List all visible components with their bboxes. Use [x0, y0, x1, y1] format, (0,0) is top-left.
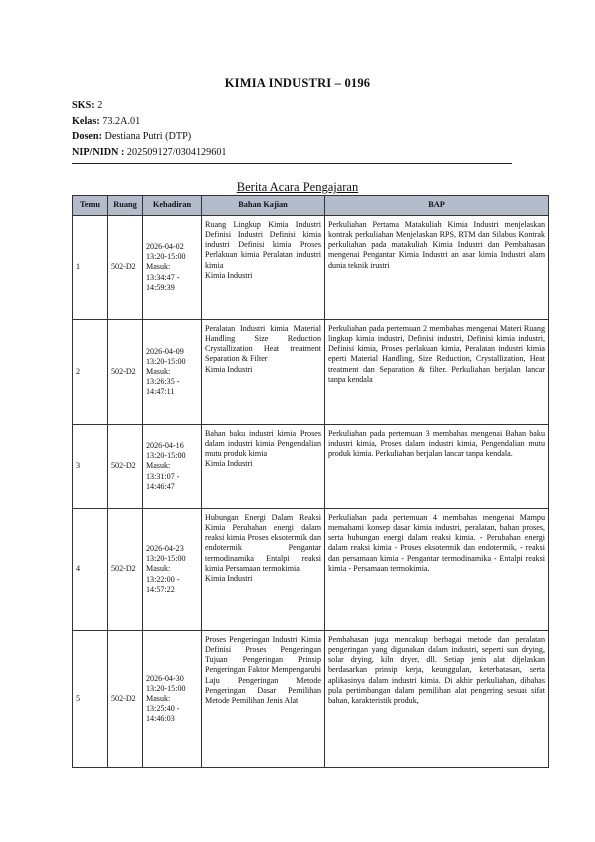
table-row [73, 509, 549, 631]
bap-text: Pembahasan juga mencakup berbagai metode dan peralatan pengeringan yang digunakan dalam industri, seperti sun drying, solar drying, kiln dryer, dll. Setiap jenis alat dijelaskan berdasarkan prinsip kerja, keunggulan, keterbatasan, serta aplikasinya dalam industri kimia. Di akhir perkuliahan, dibahas pula pertimbangan dalam pemilihan alat pengering sesuai sifat bahan, karakteristik produk, [328, 635, 545, 705]
sks-row [72, 98, 227, 114]
nip-value: 202509127/0304129601 [124, 146, 227, 158]
header-divider [72, 163, 512, 164]
bahan-kajian-text: Peralatan Industri kimia Material Handling Size Reduction Crystallization Heat treatment Separation & Filter [205, 324, 321, 364]
kelas-row [72, 114, 227, 130]
kelas-label: Kelas: [72, 115, 100, 127]
table-row [73, 216, 549, 320]
dosen-row [72, 129, 227, 145]
bahan-kajian-cell [202, 216, 325, 320]
table-header-row [73, 196, 549, 216]
header-kehadiran: Kehadiran [143, 196, 202, 216]
course-title: KIMIA INDUSTRI – 0196 [224, 76, 371, 90]
bahan-kajian-cell [202, 425, 325, 509]
kelas-value: 73.2A.01 [99, 115, 141, 127]
kehadiran-cell: 2026-04-23 13:20-15:00 Masuk: 13:22:00 - 14:57:22 [143, 509, 202, 631]
header-bahan-kajian: Bahan Kajian [202, 196, 325, 216]
ruang-cell: 502-D2 [108, 216, 143, 320]
bahan-kajian-cell [202, 509, 325, 631]
bahan-kajian-cell [202, 320, 325, 425]
table-row [73, 320, 549, 425]
bap-cell: Perkuliahan pada pertemuan 3 membahas mengenai Bahan baku industri kimia, Proses dalam industri kimia, Pengendalian mutu produk kimia. Perkuliahan berjalan lancar tanpa kendala. [325, 425, 549, 509]
header-temu: Temu [73, 196, 108, 216]
course-meta [72, 98, 227, 160]
bahan-kajian-course: Kimia Industri [205, 573, 253, 583]
ruang-cell: 502-D2 [108, 425, 143, 509]
header-ruang: Ruang [108, 196, 143, 216]
temu-cell: 1 [73, 216, 108, 320]
bahan-kajian-cell [202, 631, 325, 768]
dosen-label: Dosen: [72, 131, 102, 142]
bahan-kajian-text: Proses Pengeringan Industri Kimia Definisi Proses Pengeringan Tujuan Pengeringan Prinsip Pengeringan Faktor Mempengaruhi Laju Pengeringan Metode Pengeringan Dasar Pemilihan Metode Pemilihan Jenis Alat [205, 635, 321, 705]
nip-label: NIP/NIDN : [72, 146, 125, 158]
bahan-kajian-text: Ruang Lingkup Kimia Industri Definisi Industri Definisi kimia industri Definisi kimia Proses Perlakuan kimia Peralatan industri kimia [205, 220, 321, 270]
kehadiran-cell: 2026-04-16 13:20-15:00 Masuk: 13:31:07 - 14:46:47 [143, 425, 202, 509]
sks-value: 2 [94, 100, 103, 111]
bap-cell: Perkuliahan pada pertemuan 2 membahas mengenai Materi Ruang lingkup kimia industri, Definisi industri, Definisi kimia industri, Definisi kimia, Proses perlakuan kimia, Peralatan industri kimia eperti Material Handling, Size Reduction, Crystallization, Heat treatment dan Separation & filter. Perkuliahan berjalan lancar tanpa kendala [325, 320, 549, 425]
table-row [73, 631, 549, 768]
ruang-cell: 502-D2 [108, 509, 143, 631]
bahan-kajian-course: Kimia Industri [205, 364, 253, 374]
bahan-kajian-course: Kimia Industri [205, 459, 253, 469]
bap-cell: Perkuliahan pada pertemuan 4 membahas mengenai Mampu memahami konsep dasar kimia industri, peralatan, bahan proses, serta hubungan energi dalam reaksi kimia. - Perubahan energi dalam reaksi kimia - Proses eksotermik dan endotermik, - reaksi dan persamaan kimia - Pengantar termodinamika - Entalpi reaksi kimia - Persamaan termokimia. [325, 509, 549, 631]
ruang-cell: 502-D2 [108, 631, 143, 768]
kehadiran-cell: 2026-04-02 13:20-15:00 Masuk: 13:34:47 - 14:59:39 [143, 216, 202, 320]
temu-cell: 3 [73, 425, 108, 509]
bahan-kajian-text: Hubungan Energi Dalam Reaksi Kimia Perubahan energi dalam reaksi kimia Proses eksotermik dan endotermik Pengantar termodinamika Entalpi reaksi kimia Persamaan termokimia [205, 513, 321, 573]
kehadiran-cell: 2026-04-09 13:20-15:00 Masuk: 13:26:35 - 14:47:11 [143, 320, 202, 425]
bap-table [72, 195, 549, 768]
header-bap: BAP [325, 196, 549, 216]
sks-label: SKS: [72, 100, 95, 111]
temu-cell: 4 [73, 509, 108, 631]
bap-cell [325, 631, 549, 768]
temu-cell: 2 [73, 320, 108, 425]
nip-row [72, 145, 227, 161]
bap-cell: Perkuliahan Pertama Matakuliah Kimia Industri menjelaskan kontrak perkuliahan Menjelaskan RPS, RTM dan Silabus Kontrak perkuliahan pada matakuliah Kimia Industri dan Pembahasan mengenai Pengantar Kimia Industri an asar kimia Industri alam dunia teknik irustri [325, 216, 549, 320]
kehadiran-cell: 2026-04-30 13:20-15:00 Masuk: 13:25:40 - 14:46:03 [143, 631, 202, 768]
temu-cell: 5 [73, 631, 108, 768]
bahan-kajian-course: Kimia Industri [205, 270, 253, 280]
table-row [73, 425, 549, 509]
section-title: Berita Acara Pengajaran [236, 180, 359, 194]
ruang-cell: 502-D2 [108, 320, 143, 425]
dosen-value: Destiana Putri (DTP) [102, 131, 192, 142]
bahan-kajian-text: Bahan baku industri kimia Proses dalam industri kimia Pengendalian mutu produk kimia [205, 429, 321, 459]
